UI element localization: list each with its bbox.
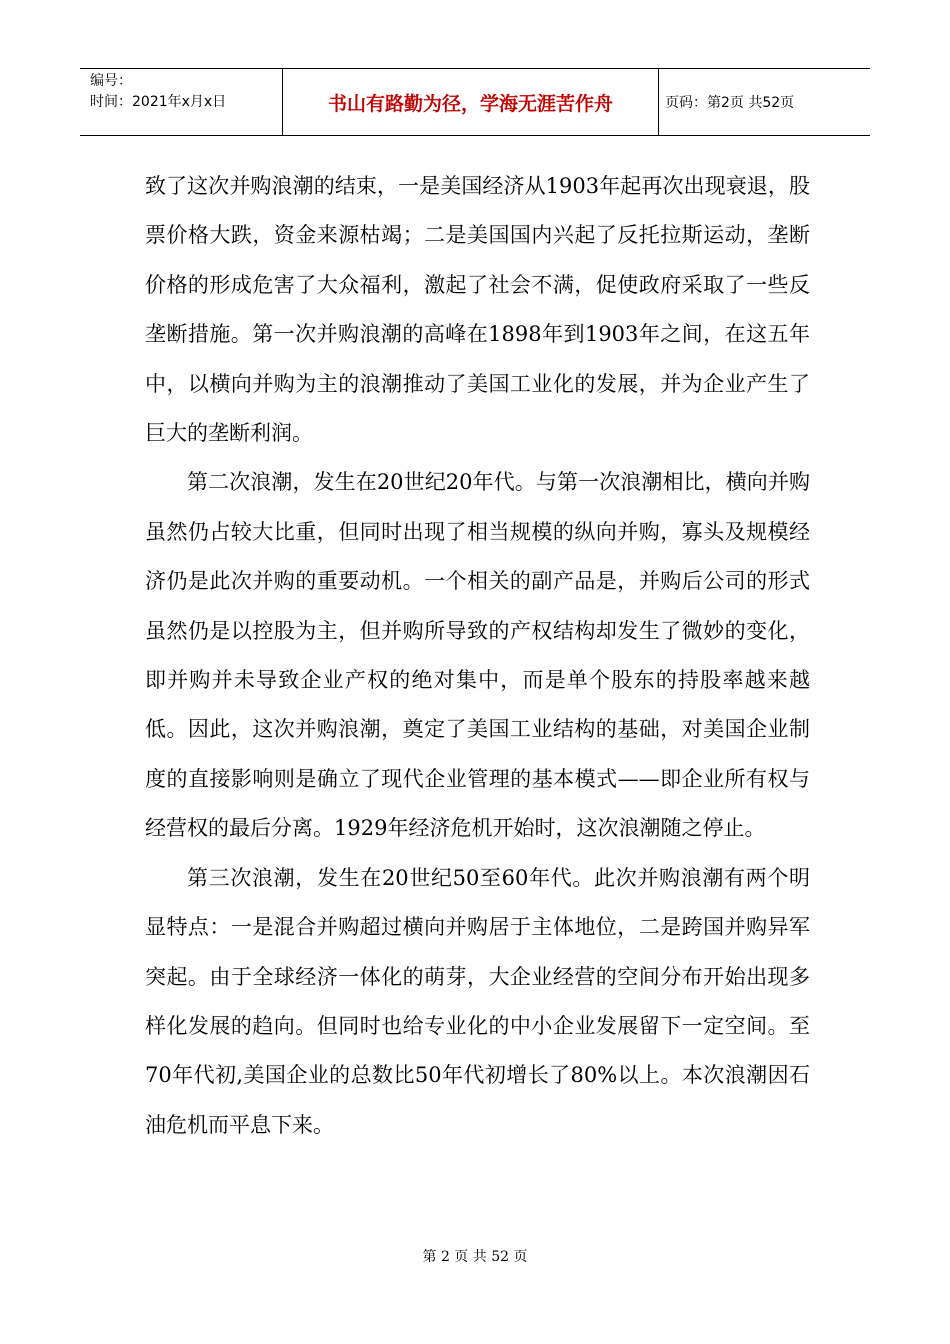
header-page-info-cell bbox=[659, 69, 870, 135]
page-footer bbox=[0, 1246, 950, 1266]
header-page-info: 页码：第2页 共52页 bbox=[665, 95, 795, 111]
header-motto-cell bbox=[283, 69, 659, 135]
document-date: 时间：2021年x月x日 bbox=[90, 94, 227, 110]
body-paragraph-continued: 致了这次并购浪潮的结束，一是美国经济从1903年起再次出现衰退，股票价格大跌，资金来源枯竭；二是美国国内兴起了反托拉斯运动，垄断价格的形成危害了大众福利，激起了社会不满，促使政府采取了一些反垄断措施。第一次并购浪潮的高峰在1898年到1903年之间，在这五年中，以横向并购为主的浪潮推动了美国工业化的发展，并为企业产生了巨大的垄断利润。 bbox=[145, 174, 810, 446]
body-paragraph-third-wave: 第三次浪潮，发生在20世纪50至60年代。此次并购浪潮有两个明显特点：一是混合并购超过横向并购居于主体地位，二是跨国并购异军突起。由于全球经济一体化的萌芽，大企业经营的空间分布开始出现多样化发展的趋向。但同时也给专业化的中小企业发展留下一定空间。至70年代初,美国企业的总数比50年代初增长了80%以上。本次浪潮因石油危机而平息下来。 bbox=[145, 865, 810, 1137]
body-paragraph-second-wave: 第二次浪潮，发生在20世纪20年代。与第一次浪潮相比，横向并购虽然仍占较大比重，但同时出现了相当规模的纵向并购，寡头及规模经济仍是此次并购的重要动机。一个相关的副产品是，并购后公司的形式虽然仍是以控股为主，但并购所导致的产权结构却发生了微妙的变化，即并购并未导致企业产权的绝对集中，而是单个股东的持股率越来越低。因此，这次并购浪潮，奠定了美国工业结构的基础，对美国企业制度的直接影响则是确立了现代企业管理的基本模式——即企业所有权与经营权的最后分离。1929年经济危机开始时，这次浪潮随之停止。 bbox=[145, 470, 810, 841]
header-motto: 书山有路勤为径，学海无涯苦作舟 bbox=[327, 92, 613, 115]
header-left-cell bbox=[80, 69, 283, 135]
footer-page-number: 第 2 页 共 52 页 bbox=[422, 1249, 528, 1265]
document-number-label: 编号： bbox=[90, 73, 132, 89]
document-body bbox=[145, 162, 810, 1150]
page-header bbox=[80, 68, 870, 136]
